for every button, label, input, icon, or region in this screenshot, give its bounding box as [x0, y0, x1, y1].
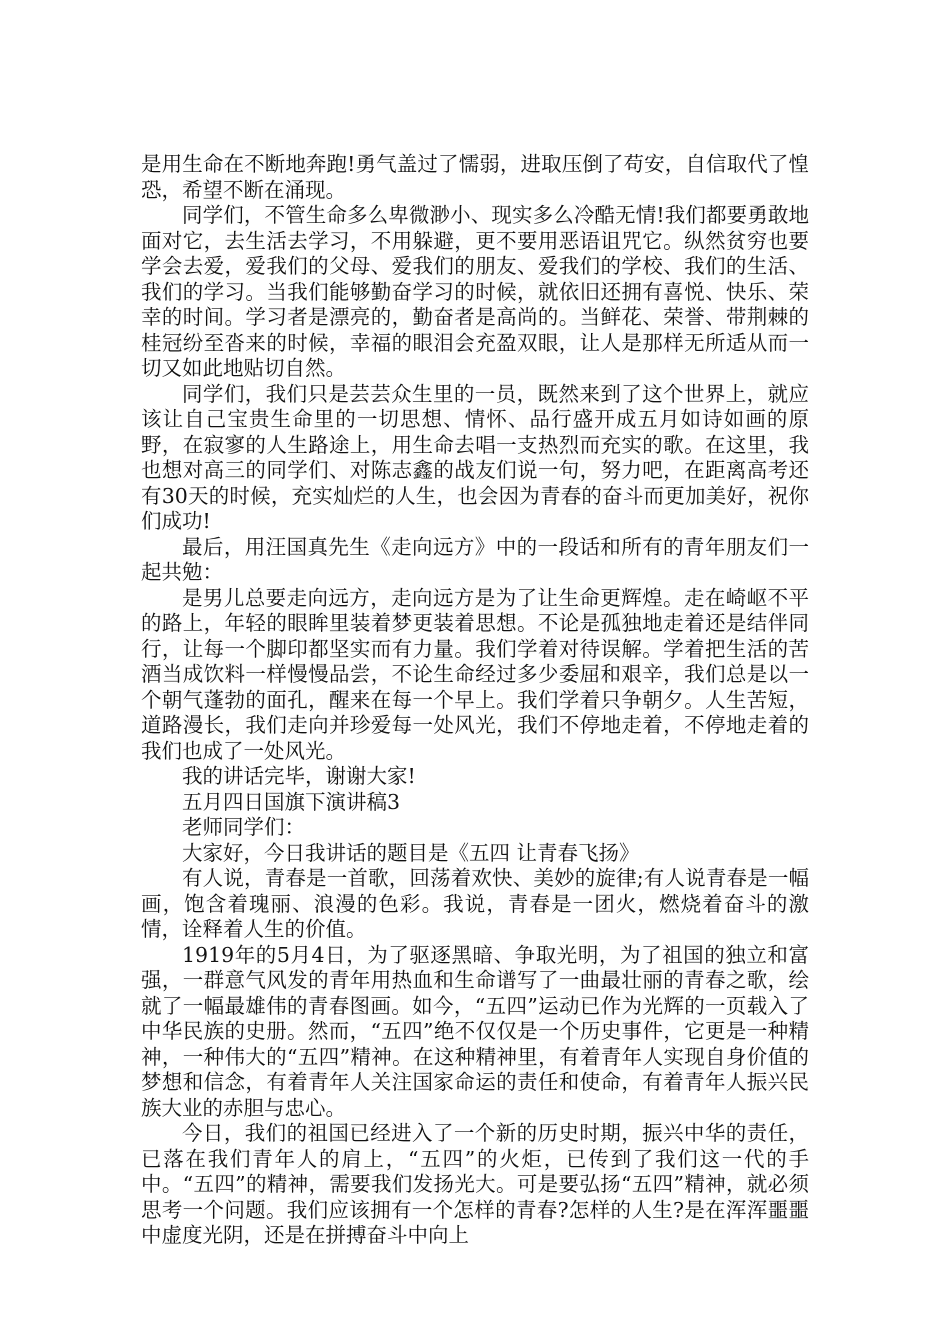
paragraph-1: 是用生命在不断地奔跑!勇气盖过了懦弱，进取压倒了苟安，自信取代了惶恐，希望不断在涌现。	[141, 152, 809, 202]
paragraph-5: 有人说，青春是一首歌，回荡着欢快、美妙的旋律;有人说青春是一幅画，饱含着瑰丽、浪漫的色彩。我说，青春是一团火，燃烧着奋斗的激情，诠释着人生的价值。	[141, 866, 809, 941]
paragraph-3: 同学们，我们只是芸芸众生里的一员，既然来到了这个世界上，就应该让自己宝贵生命里的一切思想、情怀、品行盛开成五月如诗如画的原野，在寂寥的人生路途上，用生命去唱一支热烈而充实的歌。在这里，我也想对高三的同学们、对陈志鑫的战友们说一句，努力吧，在距离高考还有30天的时候，充实灿烂的人生，也会因为青春的奋斗而更加美好，祝你们成功!	[141, 381, 809, 533]
paragraph-7: 今日，我们的祖国已经进入了一个新的历史时期，振兴中华的责任，已落在我们青年人的肩上，“五四”的火炬，已传到了我们这一代的手中。“五四”的精神，需要我们发扬光大。可是要弘扬“五四”精神，就必须思考一个问题。我们应该拥有一个怎样的青春?怎样的人生?是在浑浑噩噩中虚度光阴，还是在拼搏奋斗中向上	[141, 1121, 809, 1247]
speech-topic: 大家好，今日我讲话的题目是《五四 让青春飞扬》	[182, 840, 640, 865]
salutation: 老师同学们：	[182, 815, 305, 839]
document-page	[141, 152, 809, 1249]
closing-line: 我的讲话完毕，谢谢大家!	[182, 764, 416, 788]
paragraph-4: 最后，用汪国真先生《走向远方》中的一段话和所有的青年朋友们一起共勉：	[141, 534, 809, 584]
paragraph-2: 同学们，不管生命多么卑微渺小、现实多么冷酷无情!我们都要勇敢地面对它，去生活去学习，不用躲避，更不要用恶语诅咒它。纵然贫穷也要学会去爱，爱我们的父母、爱我们的朋友、爱我们的学校、我们的生活、我们的学习。当我们能够勤奋学习的时候，就依旧还拥有喜悦、快乐、荣幸的时间。学习者是漂亮的，勤奋者是高尚的。当鲜花、荣誉、带荆棘的桂冠纷至沓来的时候，幸福的眼泪会充盈双眼，让人是那样无所适从而一切又如此地贴切自然。	[141, 203, 809, 380]
section-title: 五月四日国旗下演讲稿3	[182, 789, 401, 814]
paragraph-6: 1919年的5月4日，为了驱逐黑暗、争取光明，为了祖国的独立和富强，一群意气风发的青年用热血和生命谱写了一曲最壮丽的青春之歌，绘就了一幅最雄伟的青春图画。如今，“五四”运动已作为光辉的一页载入了中华民族的史册。然而，“五四”绝不仅仅是一个历史事件，它更是一种精神，一种伟大的“五四”精神。在这种精神里，有着青年人实现自身价值的梦想和信念，有着青年人关注国家命运的责任和使命，有着青年人振兴民族大业的赤胆与忠心。	[141, 942, 809, 1120]
quote-paragraph: 是男儿总要走向远方，走向远方是为了让生命更辉煌。走在崎岖不平的路上，年轻的眼眸里装着梦更装着思想。不论是孤独地走着还是结伴同行，让每一个脚印都坚实而有力量。我们学着对待误解。学着把生活的苦酒当成饮料一样慢慢品尝，不论生命经过多少委屈和艰辛，我们总是以一个朝气蓬勃的面孔，醒来在每一个早上。我们学着只争朝夕。人生苦短，道路漫长，我们走向并珍爱每一处风光，我们不停地走着，不停地走着的我们也成了一处风光。	[141, 585, 809, 763]
